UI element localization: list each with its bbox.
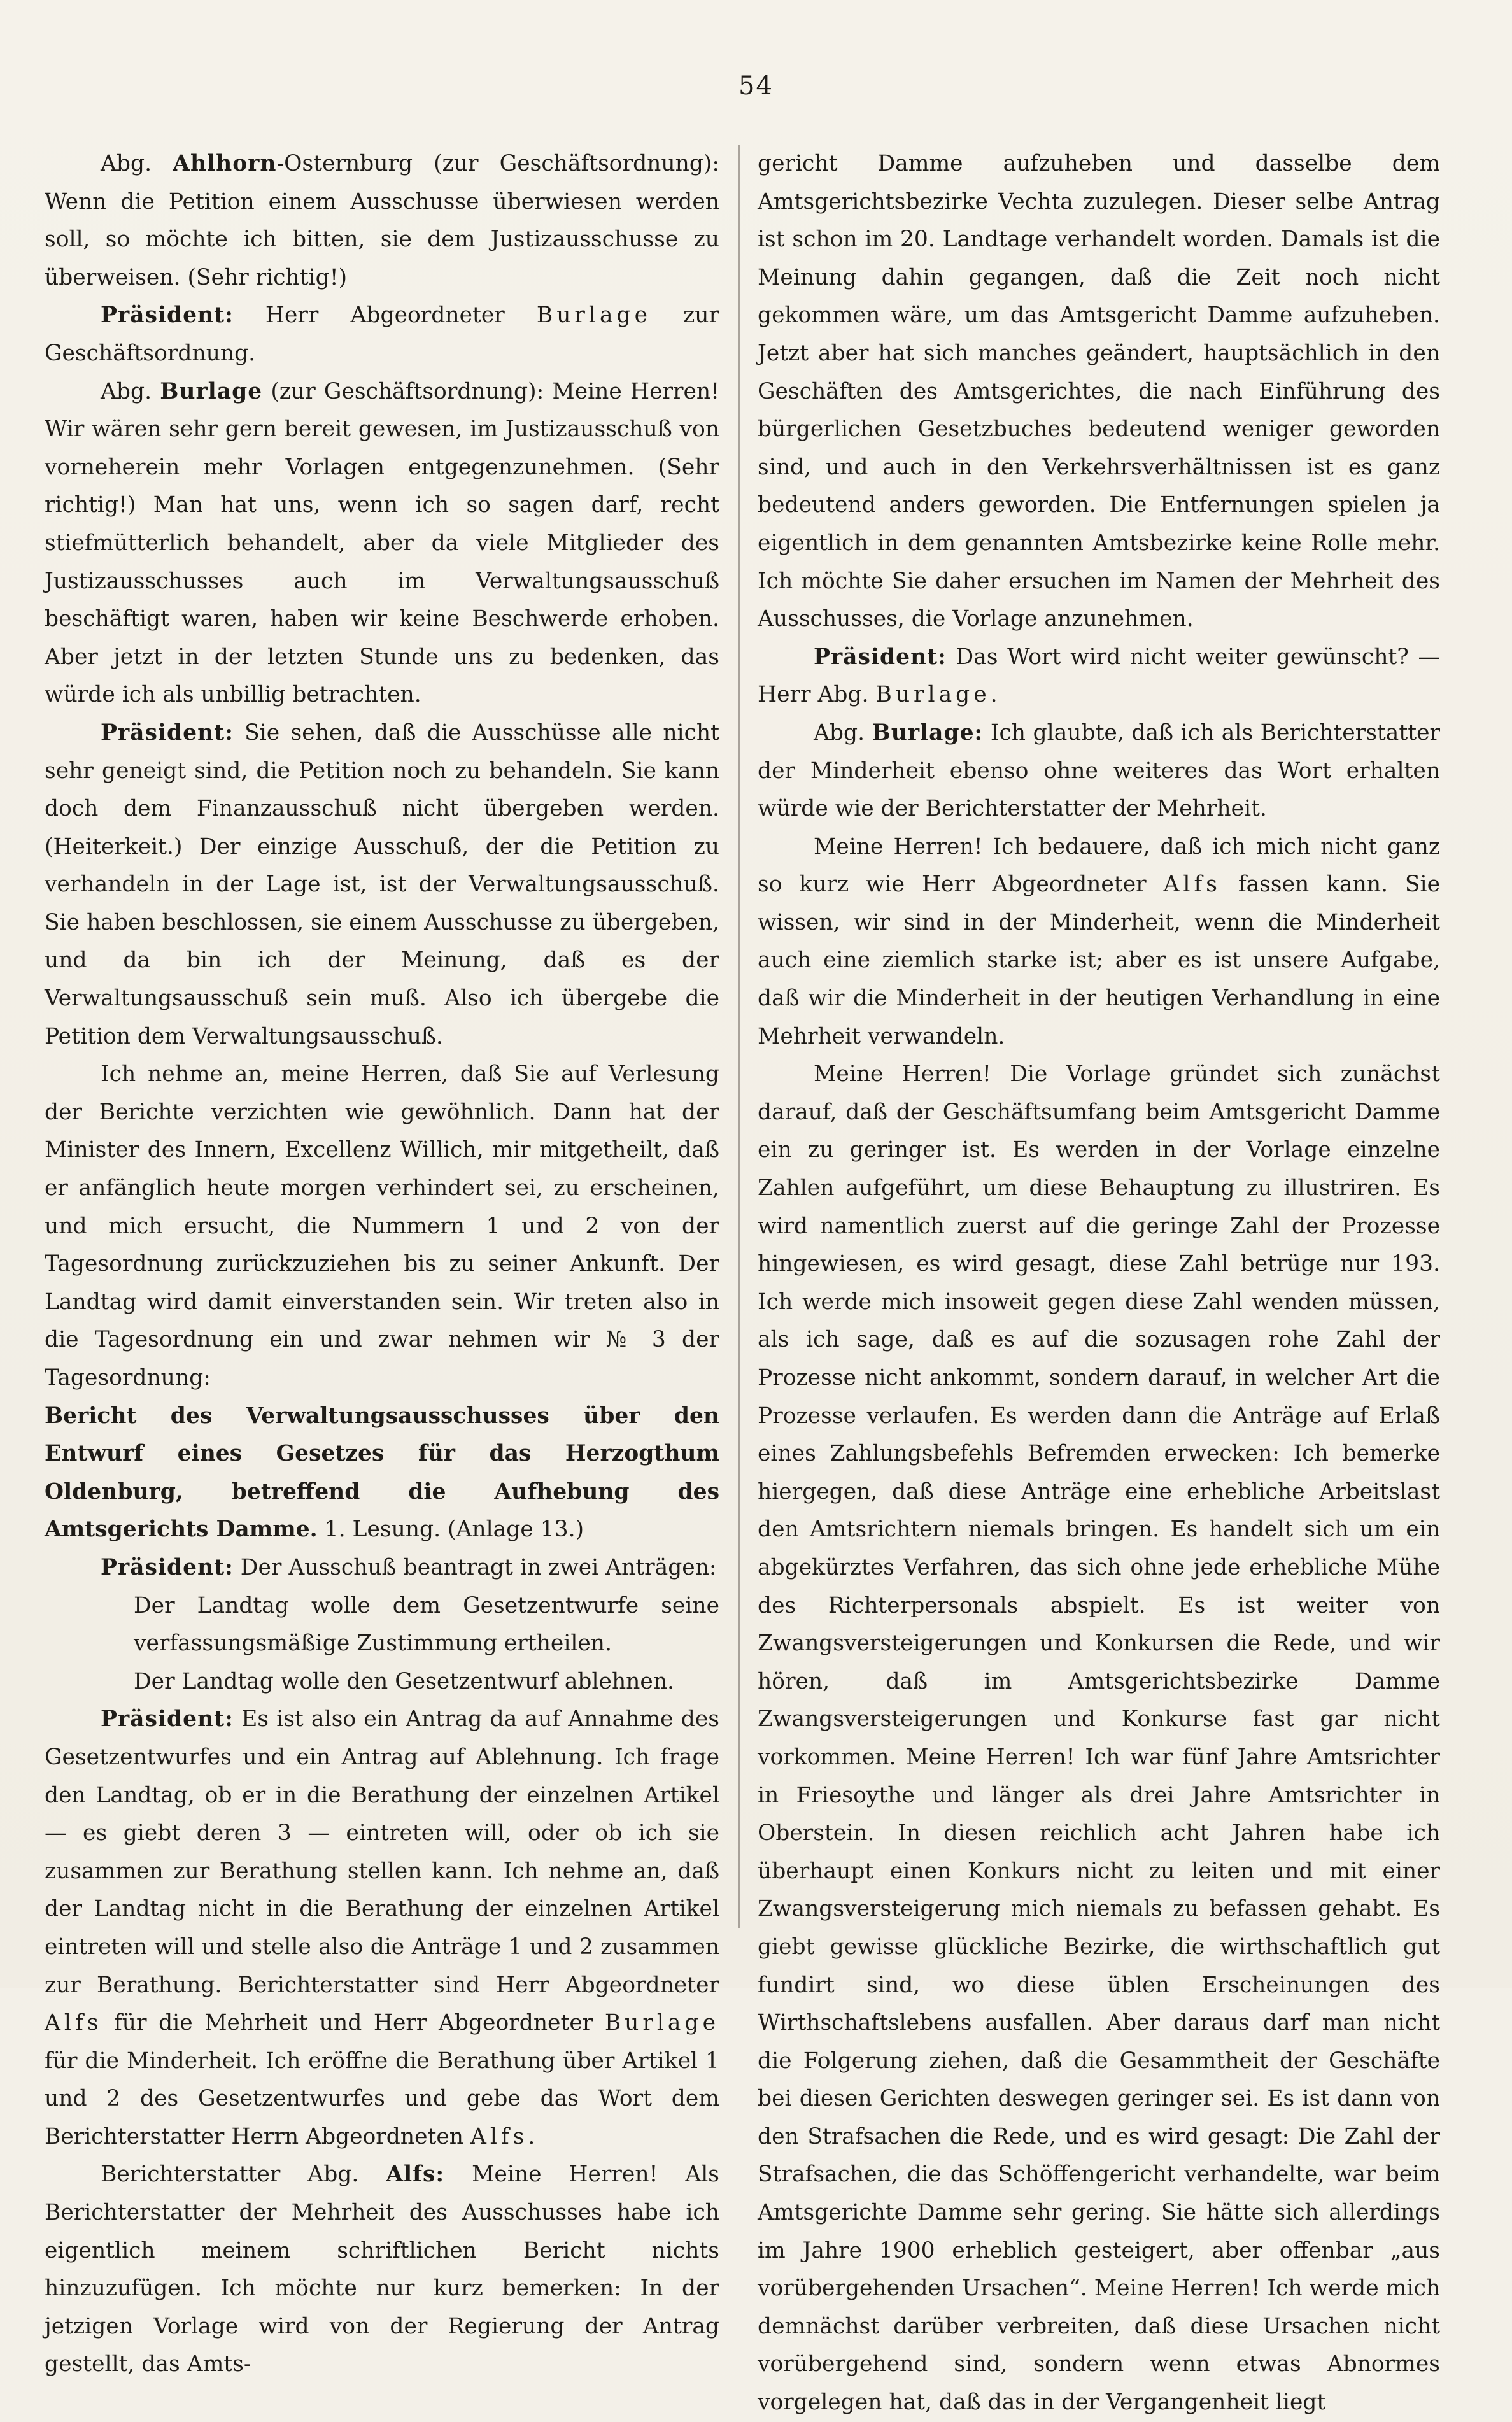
paragraph-president-3: Ich nehme an, meine Herren, daß Sie auf Verlesung der Berichte verzichten wie gewöhnlich. Dann hat der Minister des Innern, Excellenz Willich, mir mitgetheilt, daß er anfänglich heute morgen verhindert sei, zu erscheinen, und mich ersucht, die Nummern 1 und 2 von der Tagesordnung zurückzuziehen bis zu seiner Ankunft. Der Landtag wird damit einverstanden sein. Wir treten also in die Tagesordnung ein und zwar nehmen wir № 3 der Tagesordnung: [45,1061,719,1391]
speaker-label: Präsident: [101,1706,234,1732]
text-run: Abg. [101,151,173,176]
paragraph-alfs [45,2156,719,2384]
paragraph-burlage-3 [758,828,1440,1056]
paragraph-president-2 [45,714,719,1056]
text-run: zur Geschäftsordnung. [45,302,719,366]
paragraph-president-4 [45,1549,719,1587]
text-run: Herr Abgeordneter [233,302,537,329]
text-run: für die Minderheit. Ich eröffne die Berathung über Artikel 1 und 2 des Gesetzentwurfes und gebe das Wort dem Berichterstatter Herrn Abgeordneten [45,2048,719,2149]
paragraph-burlage-4: Meine Herren! Die Vorlage gründet sich zunächst darauf, daß der Geschäftsumfang beim Amtsgericht Damme ein zu geringer ist. Es werden in der Vorlage einzelne Zahlen aufgeführt, um diese Behauptung zu illustriren. Es wird namentlich zuerst auf die geringe Zahl der Prozesse hingewiesen, es wird gesagt, diese Zahl betrüge nur 193. Ich werde mich insoweit gegen diese Zahl wenden müssen, als ich sage, daß es auf die sozusagen rohe Zahl der Prozesse nicht ankommt, sondern darauf, in welcher Art die Prozesse verlaufen. Es werden dann die Anträge auf Erlaß eines Zahlungsbefehls Befremden erwecken: Ich bemerke hiergegen, daß diese Anträge eine erhebliche Arbeitslast den Amtsrichtern niemals bringen. Es handelt sich um ein abgekürztes Verfahren, das sich ohne jede erhebliche Mühe des Richterpersonals abspielt. Es ist weiter von Zwangsversteigerungen und Konkursen die Rede, und wir hören, daß im Amtsgerichtsbezirke Damme Zwangsversteigerungen und Konkurse fast gar nicht vorkommen. Meine Herren! Ich war fünf Jahre Amtsrichter in Friesoythe und länger als drei Jahre Amtsrichter in Oberstein. In diesen reichlich acht Jahren habe ich überhaupt einen Konkurs nicht zu leiten und mit einer Zwangsversteigerung mich niemals zu befassen gehabt. Es giebt gewisse glückliche Bezirke, die wirthschaftlich gut fundirt sind, wo diese üblen Erscheinungen des Wirthschaftslebens ausfallen. Aber daraus darf man nicht die Folgerung ziehen, daß die Gesammtheit der Geschäfte bei diesen Gerichten deswegen geringer sei. Es ist dann von den Strafsachen die Rede, und es wird gesagt: Die Zahl der Strafsachen, die das Schöffengericht verhandelte, war beim Amtsgerichte Damme sehr gering. Sie hätte sich allerdings im Jahre 1900 erheblich gesteigert, aber offenbar „aus vorübergehenden Ursachen“. Meine Herren! Ich werde mich demnächst darüber verbreiten, daß diese Ursachen nicht vorübergehend sind, sondern wenn etwas Abnormes vorgelegen hat, daß das in der Vergangenheit liegt [758,1061,1440,2416]
paragraph-president-5 [45,1701,719,2156]
motion-2: Der Landtag wolle den Gesetzentwurf ablehnen. [134,1668,675,1694]
text-run: . [528,2123,535,2149]
person-name: Alfs [470,2123,528,2149]
speaker-label: Präsident: [101,719,234,746]
speaker-label: Präsident: [814,644,947,670]
text-run: . [990,682,998,708]
text-run: Der Ausschuß beantragt in zwei Anträgen: [233,1554,717,1580]
paragraph-ahlhorn [45,145,719,297]
text-run: fassen kann. Sie wissen, wir sind in der Minderheit, wenn die Minderheit auch eine ziemlich starke ist; aber es ist unsere Aufgabe, daß wir die Minderheit in der heutigen Verhandlung in eine Mehrheit verwandeln. [758,872,1440,1049]
text-run: Meine Herren! Ich bedauere, daß ich mich nicht ganz so kurz wie Herr Abgeordneter [758,833,1440,898]
agenda-reading: 1. Lesung. (Anlage 13.) [317,1517,584,1543]
text-run: Es ist also ein Antrag da auf Annahme des Gesetzentwurfes und ein Antrag auf Ablehnung. Ich frage den Landtag, ob er in die Berathung der einzelnen Artikel — es giebt deren 3 — eintreten will, oder ob ich sie zusammen zur Berathung stellen kann. Ich nehme an, daß der Landtag nicht in die Berathung der einzelnen Artikel eintreten will und stelle also die Anträge 1 und 2 zusammen zur Berathung. Berichterstatter sind Herr Abgeordneter [45,1706,719,1998]
right-column [758,145,1440,2416]
paragraph-alfs-continued: gericht Damme aufzuheben und dasselbe dem Amtsgerichtsbezirke Vechta zuzulegen. Dieser selbe Antrag ist schon im 20. Landtage verhandelt worden. Damals ist die Meinung dahin gegangen, daß die Zeit noch nicht gekommen wäre, um das Amtsgericht Damme aufzuheben. Jetzt aber hat sich manches geändert, hauptsächlich in den Geschäften des Amtsgerichtes, die nach Einführung des bürgerlichen Gesetzbuches bedeutend weniger geworden sind, und auch in den Verkehrsverhältnissen ist es ganz bedeutend anders geworden. Die Entfernungen spielen ja eigentlich in dem genannten Amtsbezirke keine Rolle mehr. Ich möchte Sie daher ersuchen im Namen der Mehrheit des Ausschusses, die Vorlage anzunehmen. [758,151,1440,632]
person-name: Burlage [536,302,652,329]
speaker-name: Burlage: [872,719,984,746]
text-run: -Osternburg (zur Geschäftsordnung): Wenn die Petition einem Ausschusse überwiesen werden soll, so möchte ich bitten, sie dem Justizausschusse zu überweisen. (Sehr richtig!) [45,151,719,290]
left-column [45,145,719,2377]
agenda-title: Bericht des Verwaltungsausschusses über den Entwurf eines Gesetzes für das Herzogthum Oldenburg, betreffend die Aufhebung des Amtsgerichts Damme. [45,1403,719,1543]
paragraph-burlage-2 [758,714,1440,828]
text-run: (zur Geschäftsordnung): Meine Herren! Wir wären sehr gern bereit gewesen, im Justizausschuß von vorneherein mehr Vorlagen entgegenzunehmen. (Sehr richtig!) Man hat uns, wenn ich so sagen darf, recht stiefmütterlich behandelt, aber da viele Mitglieder des Justizausschusses auch im Verwaltungsausschuß beschäftigt waren, haben wir keine Beschwerde erhoben. Aber jetzt in der letzten Stunde uns zu bedenken, das würde ich als unbillig betrachten. [45,378,719,708]
person-name: Alfs [45,2010,102,2036]
speaker-name: Burlage [160,378,263,404]
person-name: Burlage [604,2010,719,2036]
column-divider [738,145,740,1928]
motion-1: Der Landtag wolle dem Gesetzentwurfe seine verfassungsmäßige Zustimmung ertheilen. [134,1592,719,1657]
agenda-heading [45,1398,719,1549]
text-run: Das Wort wird nicht weiter gewünscht? — Herr Abg. [758,644,1440,708]
text-run: Berichterstatter Abg. [101,2162,386,2188]
paragraph-burlage-1 [45,373,719,714]
speaker-name: Alfs: [386,2162,445,2188]
text-run: Abg. [814,719,872,746]
text-run: Abg. [101,378,160,404]
speaker-name: Ahlhorn [173,151,277,176]
speaker-label: Präsident: [101,1554,234,1580]
paragraph-president-6 [758,639,1440,714]
page-number: 54 [738,71,774,101]
text-run: Sie sehen, daß die Ausschüsse alle nicht sehr geneigt sind, die Petition noch zu behandeln. Sie kann doch dem Finanzausschuß nicht übergeben werden. (Heiterkeit.) Der einzige Ausschuß, der die Petition zu verhandeln in der Lage ist, ist der Verwaltungsausschuß. Sie haben beschlossen, sie einem Ausschusse zu übergeben, und da bin ich der Meinung, daß es der Verwaltungsausschuß sein muß. Also ich übergebe die Petition dem Verwaltungsausschuß. [45,719,719,1049]
speaker-label: Präsident: [101,302,234,329]
text-run: für die Mehrheit und Herr Abgeordneter [102,2010,605,2036]
person-name: Alfs [1163,872,1221,898]
text-run: Meine Herren! Als Berichterstatter der Mehrheit des Ausschusses habe ich eigentlich meinem schriftlichen Bericht nichts hinzuzufügen. Ich möchte nur kurz bemerken: In der jetzigen Vorlage wird von der Regierung der Antrag gestellt, das Amts- [45,2162,719,2377]
paragraph-president-1 [45,297,719,372]
text-run: Ich glaubte, daß ich als Berichterstatter der Minderheit ebenso ohne weiteres das Wort erhalten würde wie der Berichterstatter der Mehrheit. [758,719,1440,822]
person-name: Burlage [875,682,991,708]
